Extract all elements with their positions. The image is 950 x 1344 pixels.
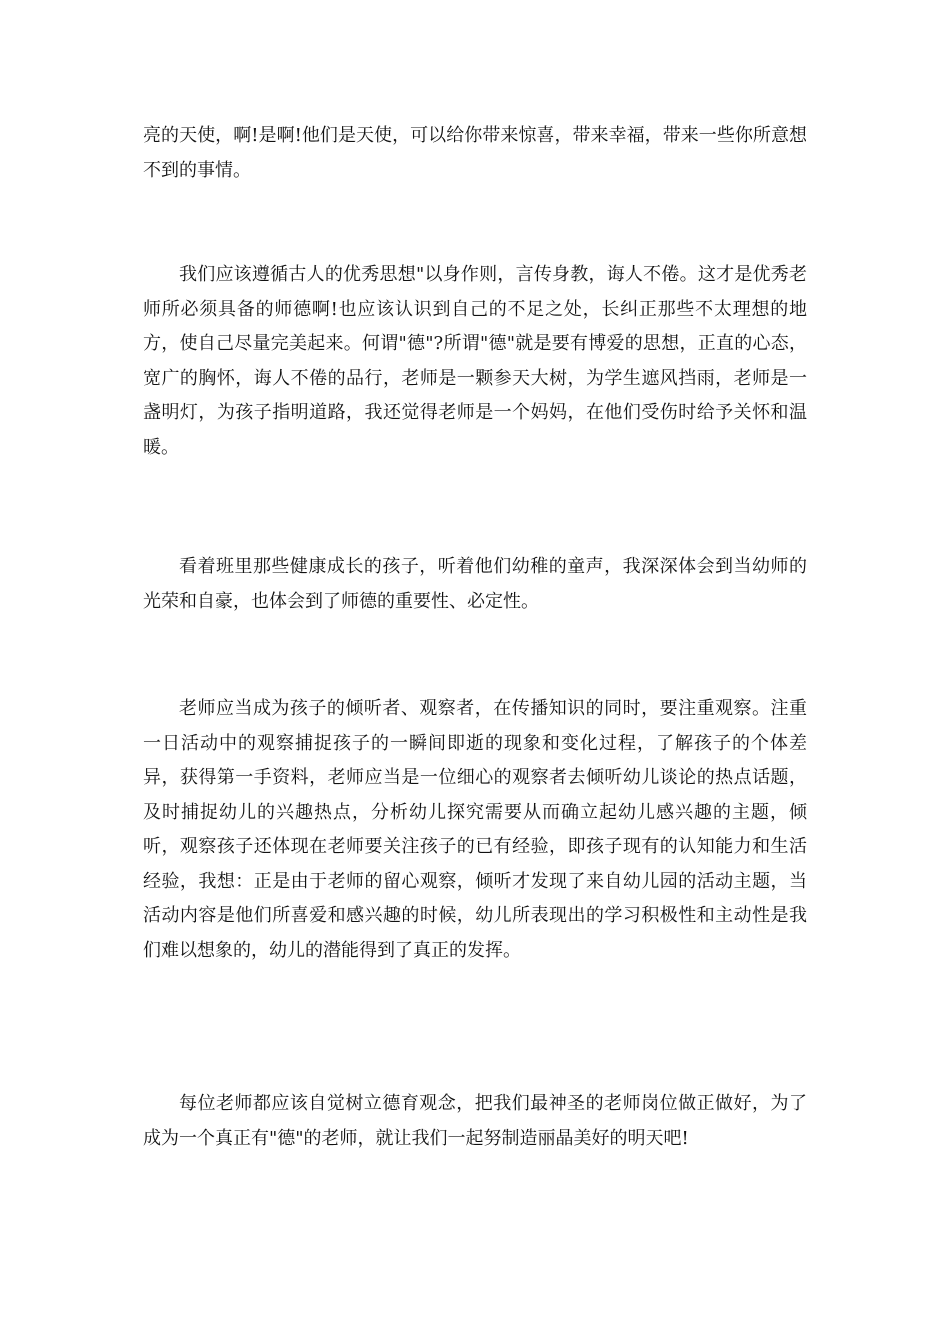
paragraph-conclusion: 每位老师都应该自觉树立德育观念，把我们最神圣的老师岗位做正做好，为了成为一个真正有"德"的老师，就让我们一起努制造丽晶美好的明天吧! [143,1093,807,1149]
paragraph-continuation: 亮的天使，啊!是啊!他们是天使，可以给你带来惊喜，带来幸福，带来一些你所意想不到的事情。 [143,125,807,181]
paragraph-children-growth: 看着班里那些健康成长的孩子，听着他们幼稚的童声，我深深体会到当幼师的光荣和自豪，也体会到了师德的重要性、必定性。 [143,556,807,612]
paragraph-observation: 老师应当成为孩子的倾听者、观察者，在传播知识的同时，要注重观察。注重一日活动中的观察捕捉孩子的一瞬间即逝的现象和变化过程，了解孩子的个体差异，获得第一手资料，老师应当是一位细心的观察者去倾听幼儿谈论的热点话题，及时捕捉幼儿的兴趣热点，分析幼儿探究需要从而确立起幼儿感兴趣的主题，倾听，观察孩子还体现在老师要关注孩子的已有经验，即孩子现有的认知能力和生活经验，我想：正是由于老师的留心观察，倾听才发现了来自幼儿园的活动主题，当活动内容是他们所喜爱和感兴趣的时候，幼儿所表现出的学习积极性和主动性是我们难以想象的，幼儿的潜能得到了真正的发挥。 [143,698,807,961]
paragraph-teacher-ethics: 我们应该遵循古人的优秀思想"以身作则，言传身教，诲人不倦。这才是优秀老师所必须具备的师德啊!也应该认识到自己的不足之处，长纠正那些不太理想的地方，使自己尽量完美起来。何谓"德"?所谓"德"就是要有博爱的思想，正直的心态，宽广的胸怀，诲人不倦的品行，老师是一颗参天大树，为学生遮风挡雨，老师是一盏明灯，为孩子指明道路，我还觉得老师是一个妈妈，在他们受伤时给予关怀和温暖。 [143,264,807,458]
